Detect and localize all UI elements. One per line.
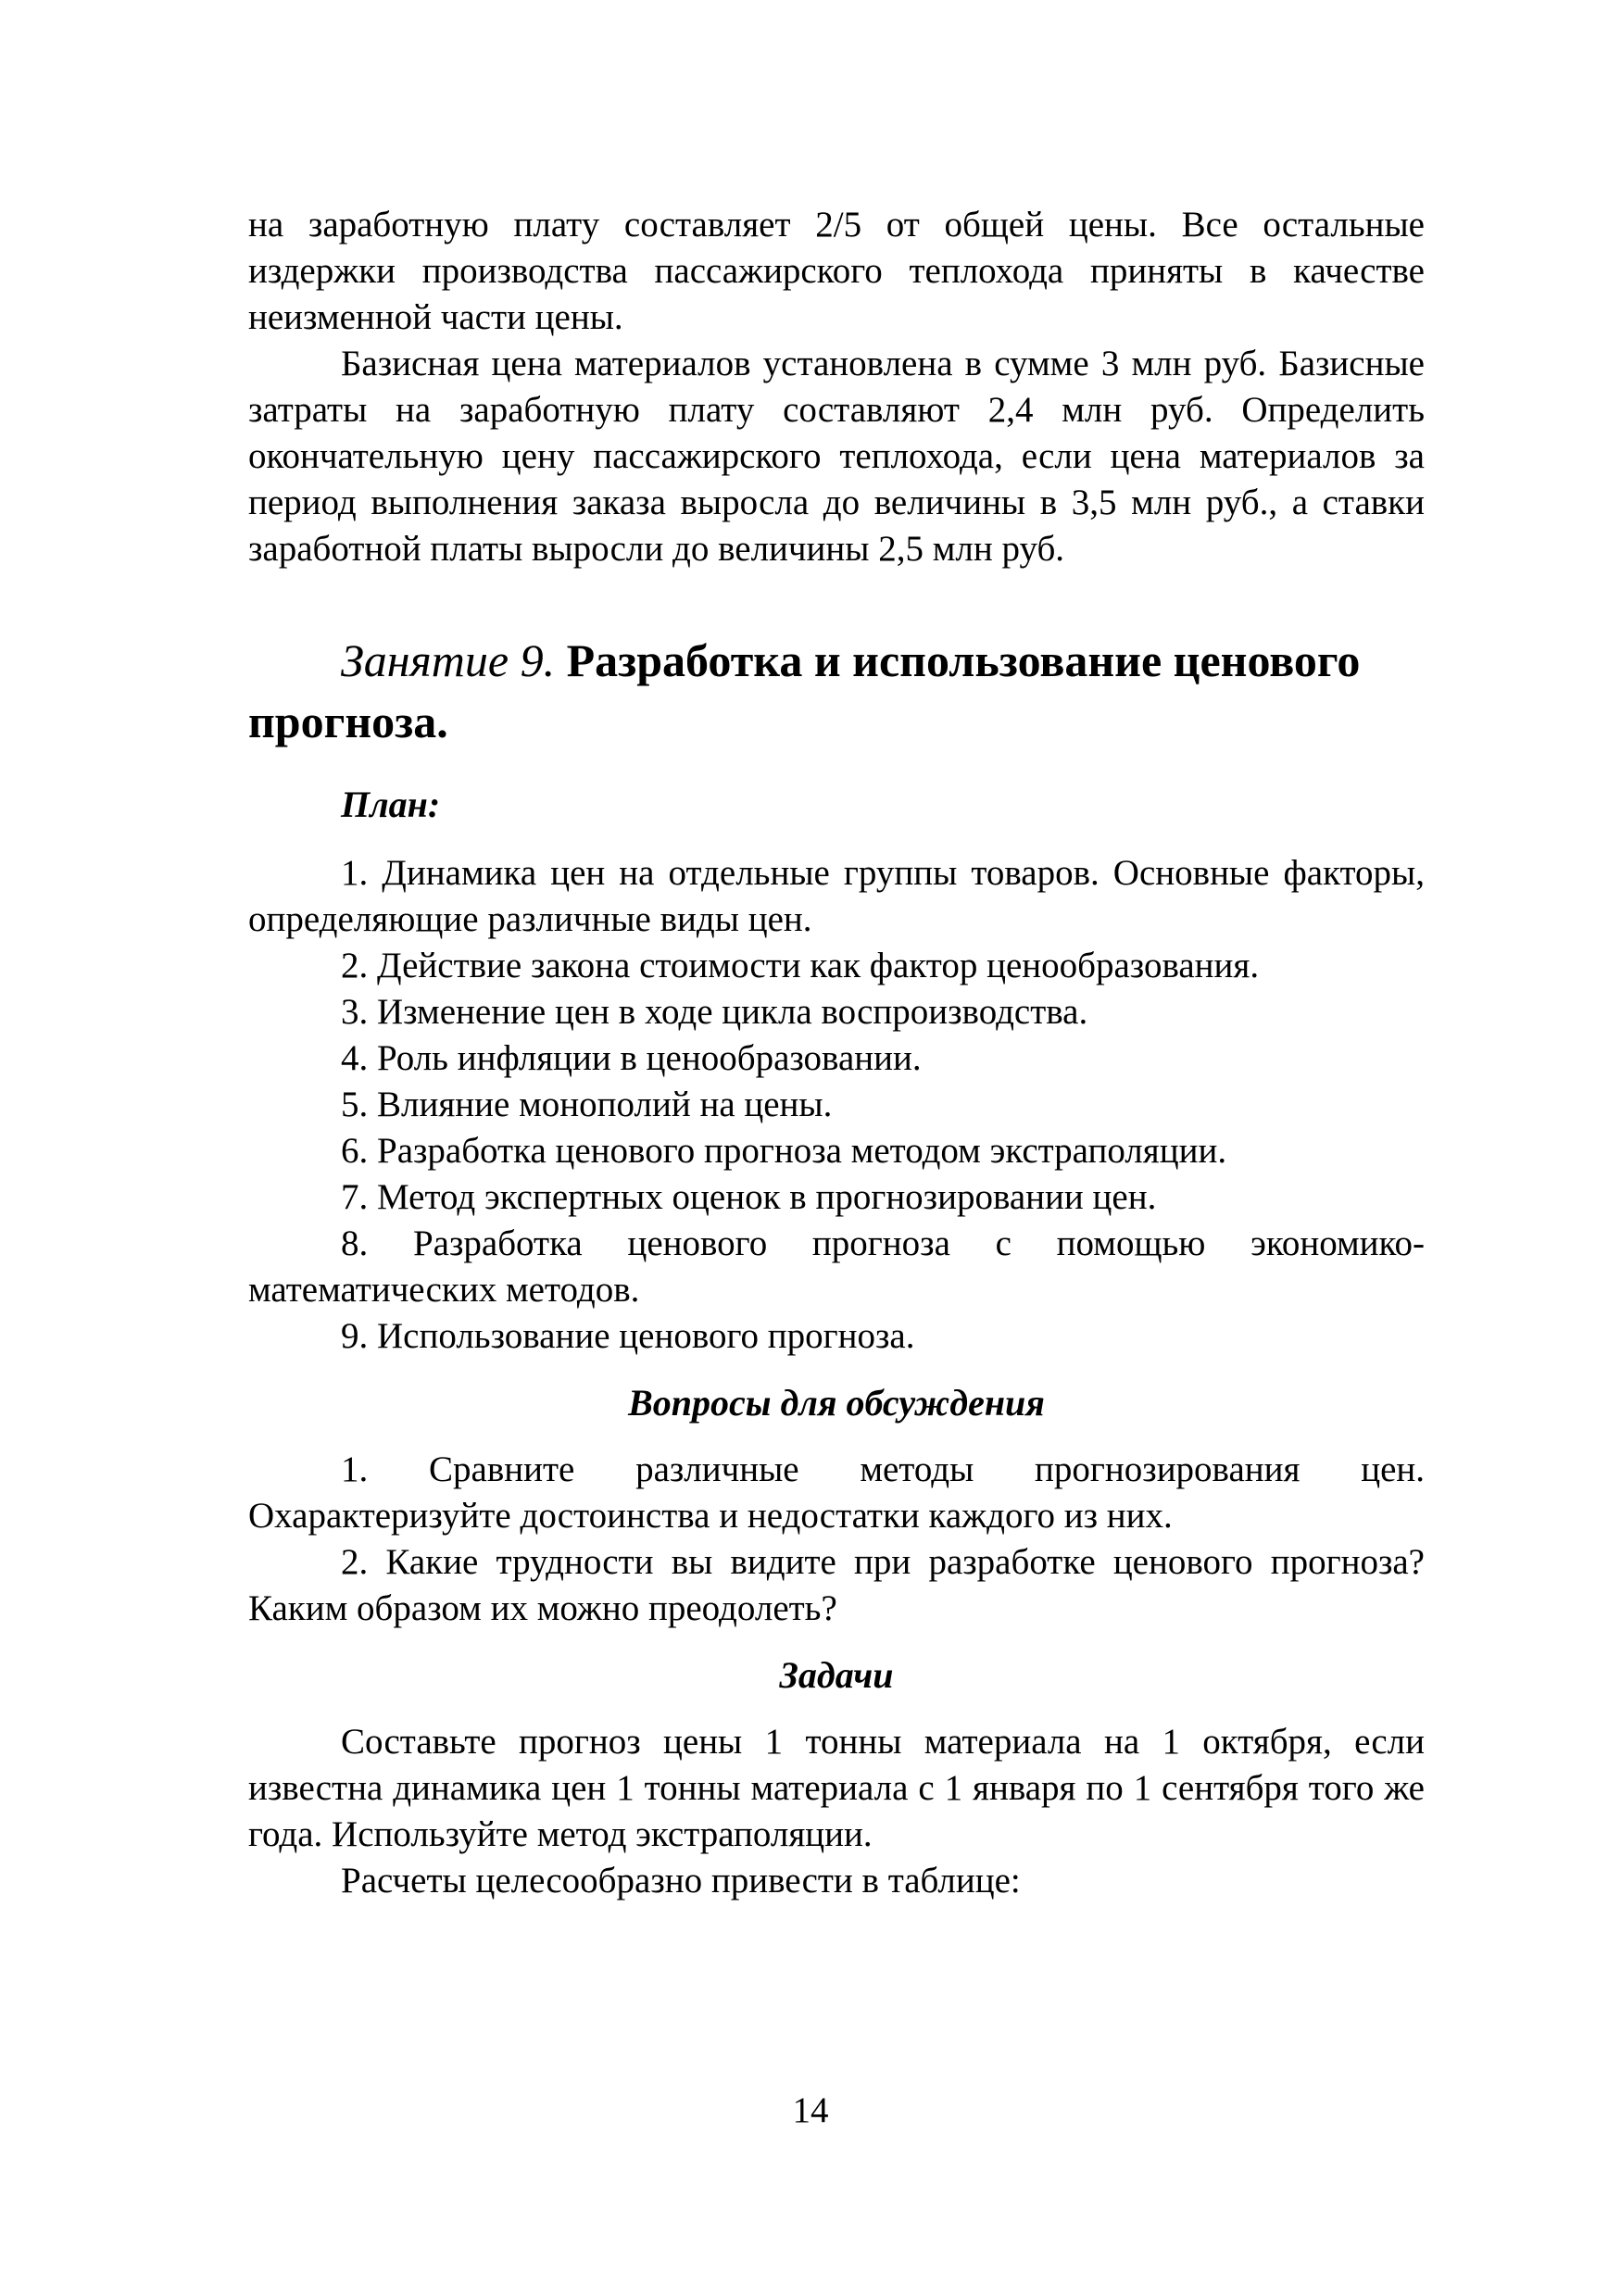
page-number: 14 bbox=[792, 2090, 829, 2130]
tasks-heading: Задачи bbox=[779, 1654, 894, 1696]
plan-heading: План: bbox=[341, 784, 441, 825]
lesson-number: Занятие 9. bbox=[341, 634, 556, 686]
lesson-title bbox=[248, 630, 1425, 752]
plan-list bbox=[248, 850, 1425, 1360]
intro-paragraph-2: Базисная цена материалов установлена в сумме 3 млн руб. Базисные затраты на заработную плату составляют 2,4 млн руб. Определить окончательную цену пассажирского теплохода, если цена материалов за период выполнения заказа выросла до величины в 3,5 млн руб., а ставки заработной платы выросли до величины 2,5 млн руб. bbox=[248, 344, 1425, 569]
plan-item: 4. Роль инфляции в ценообразовании. bbox=[341, 1038, 922, 1078]
discussion-item: 2. Какие трудности вы видите при разработке ценового прогноза? Каким образом их можно преодолеть? bbox=[248, 1542, 1425, 1628]
page-content bbox=[248, 202, 1425, 1904]
discussion-heading: Вопросы для обсуждения bbox=[628, 1382, 1045, 1424]
tasks-paragraph-1: Составьте прогноз цены 1 тонны материала на 1 октября, если известна динамика цен 1 тонны материала с 1 января по 1 сентября того же года. Используйте метод экстраполяции. bbox=[248, 1722, 1425, 1854]
plan-item: 3. Изменение цен в ходе цикла воспроизводства. bbox=[341, 992, 1088, 1032]
plan-item: 5. Влияние монополий на цены. bbox=[341, 1085, 833, 1124]
discussion-list bbox=[248, 1447, 1425, 1632]
plan-item: 9. Использование ценового прогноза. bbox=[341, 1316, 915, 1356]
lesson-name: Разработка и использование ценового прогноза. bbox=[248, 634, 1361, 747]
tasks-paragraph-2: Расчеты целесообразно привести в таблице: bbox=[341, 1861, 1021, 1901]
intro-paragraph-1: на заработную плату составляет 2/5 от общей цены. Все остальные издержки производства пассажирского теплохода приняты в качестве неизменной части цены. bbox=[248, 205, 1425, 337]
plan-item: 2. Действие закона стоимости как фактор ценообразования. bbox=[341, 946, 1260, 985]
plan-item: 6. Разработка ценового прогноза методом экстраполяции. bbox=[341, 1131, 1227, 1171]
plan-item: 7. Метод экспертных оценок в прогнозировании цен. bbox=[341, 1177, 1157, 1217]
discussion-item: 1. Сравните различные методы прогнозирования цен. Охарактеризуйте достоинства и недостатки каждого из них. bbox=[248, 1449, 1425, 1536]
plan-item: 8. Разработка ценового прогноза с помощью экономико-математических методов. bbox=[248, 1223, 1425, 1310]
plan-item: 1. Динамика цен на отдельные группы товаров. Основные факторы, определяющие различные виды цен. bbox=[248, 853, 1425, 939]
